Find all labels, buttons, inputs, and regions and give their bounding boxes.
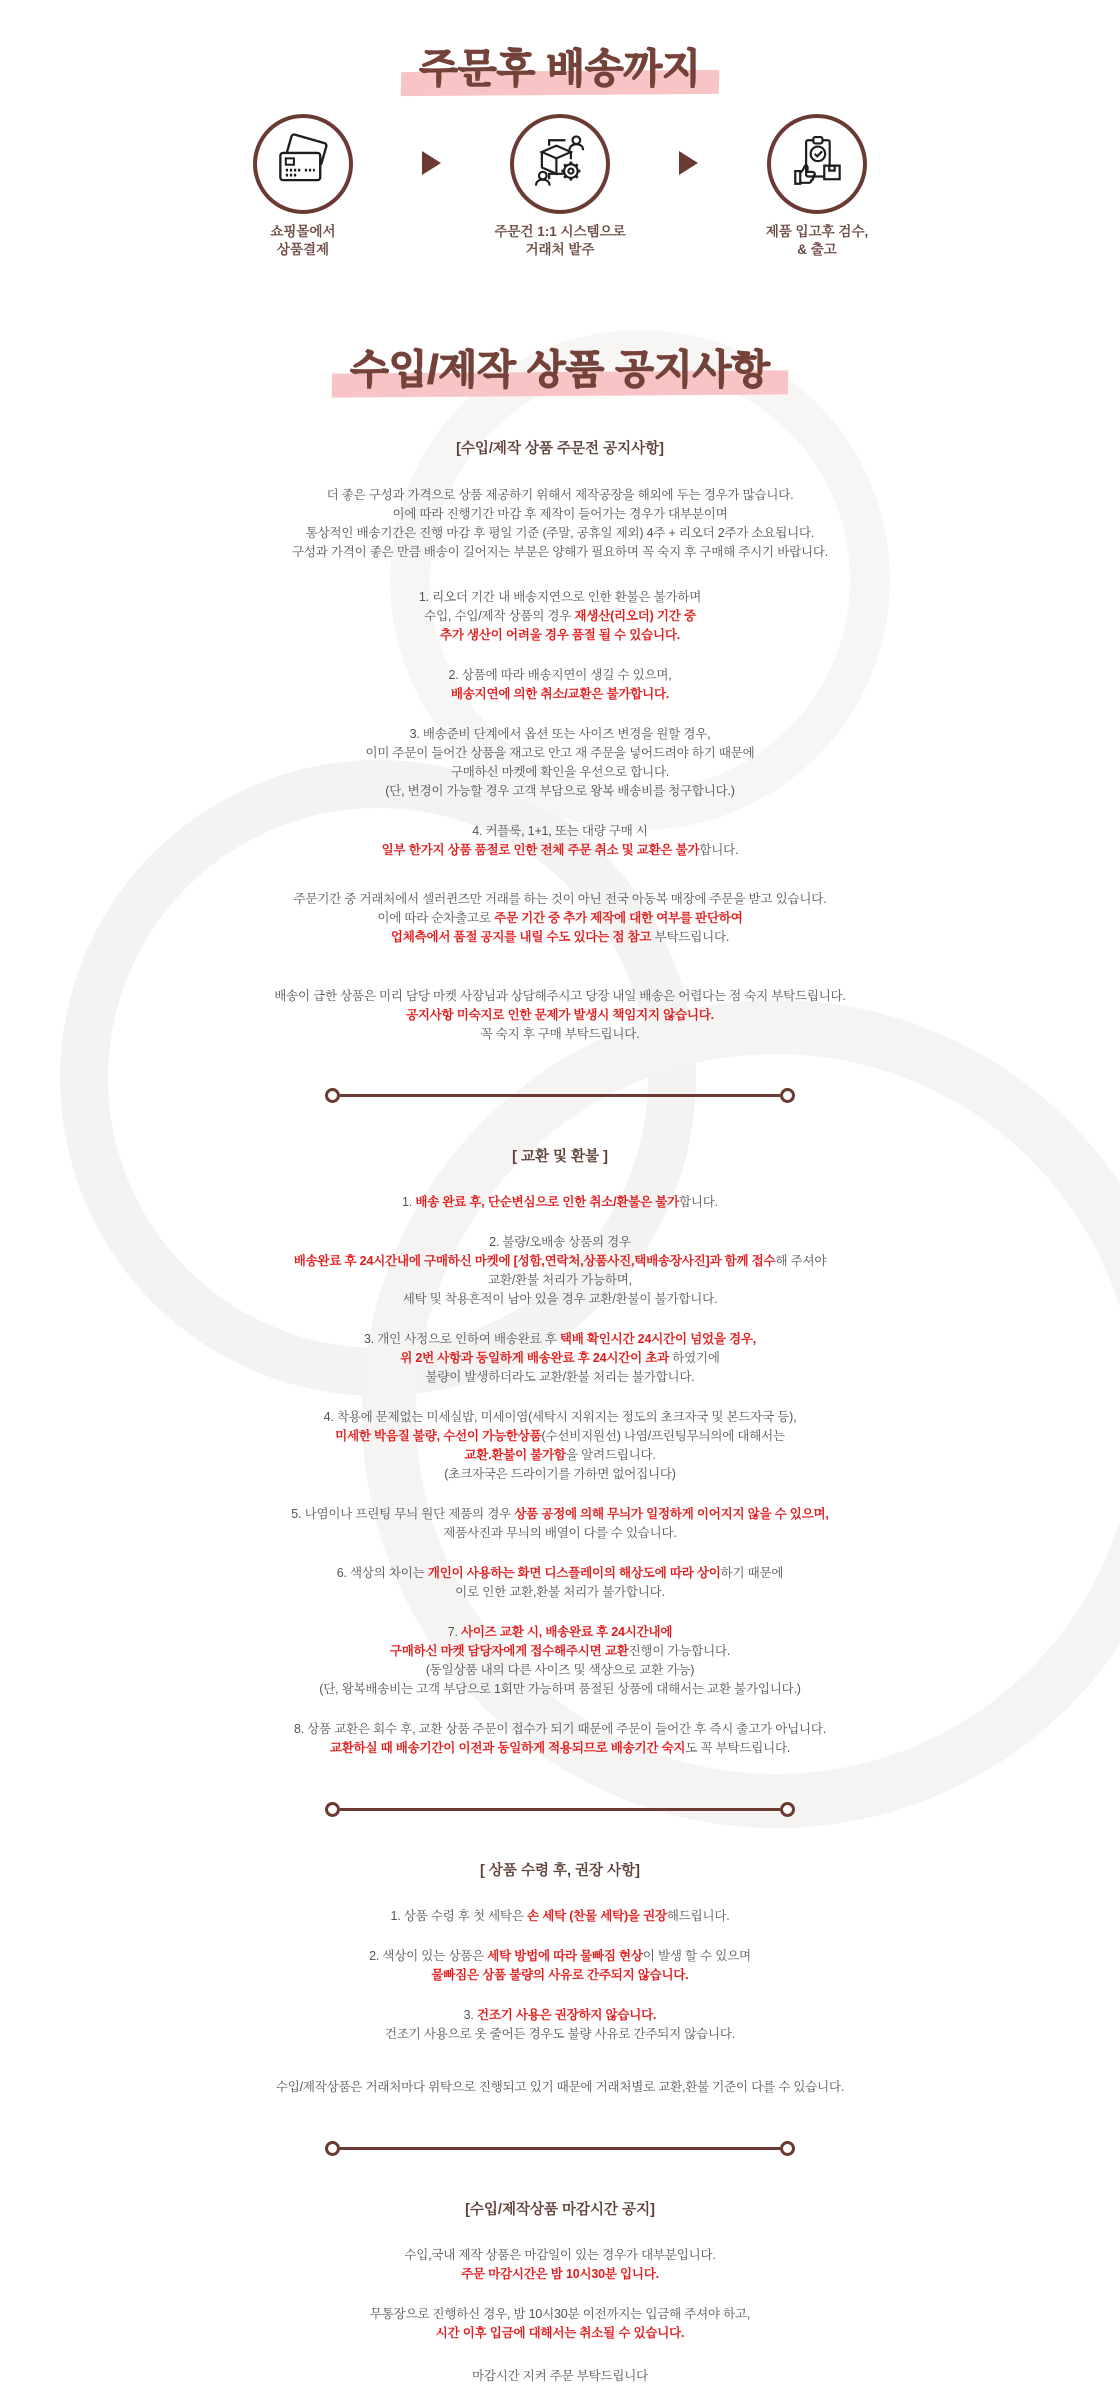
text-line	[228, 2246, 892, 2265]
text-line	[228, 543, 892, 562]
body-text: 4. 착용에 문제없는 미세실밥, 미세이염(세탁시 지워지는 정도의 초크자국 및 본드자국 등),	[323, 1410, 797, 1424]
section-heading: [수입/제작상품 마감시간 공지]	[465, 2202, 655, 2218]
emphasis-text: 구매하신 마켓 담당자에게 접수해주시면 교환	[389, 1644, 629, 1658]
body-text: 2. 상품에 따라 배송지연이 생길 수 있으며,	[448, 668, 672, 682]
page-title: 주문후 배송까지	[419, 47, 701, 91]
section-heading: [ 교환 및 환불 ]	[512, 1149, 608, 1165]
divider-dot	[780, 2141, 795, 2156]
emphasis-text: 주문 마감시간은 밤 10시30분 입니다.	[461, 2267, 659, 2281]
emphasis-text: 업체측에서 품절 공지를 내릴 수도 있다는 점 참고	[390, 930, 655, 944]
text-line	[228, 822, 892, 841]
text-line	[228, 1271, 892, 1290]
body-text: (단, 변경이 가능할 경우 고객 부담으로 왕복 배송비를 청구합니다.)	[385, 784, 735, 798]
text-line	[228, 890, 892, 909]
text-line	[228, 1446, 892, 1465]
emphasis-text: 공지사항 미숙지로 인한 문제가 발생시 책임지지 않습니다.	[406, 1008, 714, 1022]
text-line	[228, 588, 892, 607]
body-text: 1. 상품 수령 후 첫 세탁은	[390, 1909, 528, 1923]
emphasis-text: 시간 이후 입금에 대해서는 취소될 수 있습니다.	[435, 2326, 685, 2340]
text-line	[228, 1739, 892, 1758]
divider-dot	[325, 1802, 340, 1817]
paragraph	[228, 987, 892, 1044]
section-heading: [수입/제작 상품 주문전 공지사항]	[456, 441, 664, 457]
text-line	[228, 1193, 892, 1212]
step-caption-line: 쇼핑몰에서	[270, 224, 336, 239]
body-text: 2. 색상이 있는 상품은	[369, 1949, 488, 1963]
paragraph	[228, 1623, 892, 1699]
text-line	[228, 1661, 892, 1680]
paragraph	[228, 486, 892, 562]
text-line	[228, 1907, 892, 1926]
text-line	[228, 1720, 892, 1739]
step-caption-line: & 출고	[797, 242, 837, 257]
paragraph	[228, 2367, 892, 2386]
credit-card-icon	[274, 133, 332, 196]
body-text: 5. 나염이나 프린팅 무늬 원단 제품의 경우	[291, 1507, 515, 1521]
paragraph	[228, 725, 892, 801]
emphasis-text: 추가 생산이 어려울 경우 품절 될 수 있습니다.	[440, 628, 680, 642]
text-line	[228, 1505, 892, 1524]
text-line	[228, 987, 892, 1006]
paragraph	[228, 588, 892, 645]
text-line	[228, 2006, 892, 2025]
paragraph	[228, 2246, 892, 2284]
body-text: 6. 색상의 차이는	[336, 1566, 428, 1580]
step-caption-line: 상품결제	[276, 242, 330, 257]
process-steps	[210, 114, 910, 259]
body-text: 구성과 가격이 좋은 만큼 배송이 길어지는 부분은 양해가 필요하며 꼭 숙지 후 구매해 주시기 바랍니다.	[292, 545, 828, 559]
body-text: 수입, 수입/제작 상품의 경우	[424, 609, 575, 623]
body-text: 제품사진과 무늬의 배열이 다를 수 있습니다.	[443, 1526, 677, 1540]
text-line	[228, 2305, 892, 2324]
body-text: 2. 불량/오배송 상품의 경우	[489, 1235, 631, 1249]
body-text: 배송이 급한 상품은 미리 담당 마켓 사장님과 상담해주시고 당장 내일 배송은 어렵다는 점 숙지 부탁드립니다.	[274, 989, 846, 1003]
text-line	[228, 2025, 892, 2044]
body-text: (수선비지원선) 나염/프린팅무늬의에 대해서는	[541, 1429, 785, 1443]
paragraph	[228, 2006, 892, 2044]
shipping-notice-page	[210, 0, 910, 2383]
order-system-icon	[531, 133, 589, 196]
step-caption-line: 주문건 1:1 시스템으로	[494, 224, 626, 239]
body-text: 무통장으로 진행하신 경우, 밤 10시30분 이전까지는 입금해 주셔야 하고,	[369, 2307, 751, 2321]
text-line	[228, 725, 892, 744]
paragraph	[228, 822, 892, 860]
divider-dot	[325, 1088, 340, 1103]
paragraph	[228, 666, 892, 704]
text-line	[228, 1408, 892, 1427]
notice-title: 수입/제작 상품 공지사항	[350, 348, 770, 392]
text-line	[228, 1947, 892, 1966]
emphasis-text: 재생산(리오더) 기간 중	[574, 609, 696, 623]
text-line	[228, 505, 892, 524]
body-text: 부탁드립니다.	[654, 930, 730, 944]
body-text: 더 좋은 구성과 가격으로 상품 제공하기 위해서 제작공장을 해외에 두는 경우가 많습니다.	[326, 488, 794, 502]
body-text: 통상적인 배송기간은 진행 마감 후 평일 기준 (주말, 공휴일 제외) 4주 + 리오더 2주가 소요됩니다.	[305, 526, 815, 540]
body-text: (단, 왕복배송비는 고객 부담으로 1회만 가능하며 품절된 상품에 대해서는 교환 불가입니다.)	[319, 1682, 801, 1696]
text-line	[228, 1642, 892, 1661]
emphasis-text: 주문 기간 중 추가 제작에 대한 여부를 판단하여	[494, 911, 743, 925]
text-line	[228, 1368, 892, 1387]
emphasis-text: 택배 확인시간 24시간이 넘었을 경우,	[559, 1332, 757, 1346]
body-text: 3. 배송준비 단계에서 옵션 또는 사이즈 변경을 원할 경우,	[409, 727, 711, 741]
body-text: 3.	[463, 2008, 477, 2022]
paragraph	[228, 1233, 892, 1309]
body-text: 주문기간 중 거래처에서 셀러퀸즈만 거래를 하는 것이 아닌 전국 아동복 매장에 주문을 받고 있습니다.	[293, 892, 827, 906]
text-line	[228, 1465, 892, 1484]
body-text: 8. 상품 교환은 회수 후, 교환 상품 주문이 접수가 되기 때문에 주문이 들어간 후 즉시 출고가 아닙니다.	[293, 1722, 827, 1736]
paragraph	[228, 1947, 892, 1985]
text-line	[228, 1006, 892, 1025]
text-line	[228, 524, 892, 543]
body-text: 도 꼭 부탁드립니다.	[685, 1741, 791, 1755]
text-line	[228, 1233, 892, 1252]
text-line	[228, 1680, 892, 1699]
text-line	[228, 1583, 892, 1602]
text-line	[228, 1330, 892, 1349]
divider-dot	[780, 1802, 795, 1817]
emphasis-text: 사이즈 교환 시, 배송완료 후 24시간내에	[461, 1625, 673, 1639]
text-line	[228, 2078, 892, 2097]
text-line	[228, 1290, 892, 1309]
text-line	[228, 1524, 892, 1543]
text-line	[228, 782, 892, 801]
paragraph	[228, 1505, 892, 1543]
body-text: 7.	[447, 1625, 462, 1639]
body-text: 이에 따라 진행기간 마감 후 제작이 들어가는 경우가 대부분이며	[392, 507, 728, 521]
body-text: 구매하신 마켓에 확인을 우선으로 합니다.	[450, 765, 670, 779]
section-divider	[325, 1802, 795, 1817]
step-payment	[218, 114, 388, 259]
body-text: 교환/환불 처리가 가능하며,	[488, 1273, 632, 1287]
body-text: 을 알려드립니다.	[565, 1448, 656, 1462]
body-text: 1.	[402, 1195, 416, 1209]
text-line	[228, 685, 892, 704]
body-text: 세탁 및 착용흔적이 남아 있을 경우 교환/환불이 불가합니다.	[402, 1292, 718, 1306]
text-line	[228, 1623, 892, 1642]
step-circle	[767, 114, 867, 214]
emphasis-text: 물빠짐은 상품 불량의 사유로 간주되지 않습니다.	[431, 1968, 689, 1982]
text-line	[228, 486, 892, 505]
body-text: 이미 주문이 들어간 상품을 재고로 안고 재 주문을 넣어드려야 하기 때문에	[365, 746, 755, 760]
text-line	[228, 2324, 892, 2343]
emphasis-text: 미세한 박음질 불량, 수선이 가능한상품	[335, 1429, 542, 1443]
body-text: 3. 개인 사정으로 인하여 배송완료 후	[363, 1332, 560, 1346]
text-line	[228, 909, 892, 928]
text-line	[228, 841, 892, 860]
paragraph	[228, 890, 892, 947]
emphasis-text: 배송지연에 의한 취소/교환은 불가합니다.	[450, 687, 670, 701]
body-text: 수입,국내 제작 상품은 마감일이 있는 경우가 대부분입니다.	[404, 2248, 716, 2262]
text-line	[228, 2367, 892, 2386]
body-text: 합니다.	[679, 1195, 718, 1209]
body-text: 진행이 가능합니다.	[628, 1644, 731, 1658]
paragraph	[228, 1193, 892, 1212]
body-text: 4. 커플룩, 1+1, 또는 대량 구매 시	[472, 824, 648, 838]
notice-blocks	[210, 439, 910, 2386]
emphasis-text: 배송완료 후 24시간내에 구매하신 마켓에 [성함,연락처,상품사진,택배송장사진]과 함께 접수	[293, 1254, 776, 1268]
body-text: 하기 때문에	[720, 1566, 784, 1580]
body-text: 이로 인한 교환,환불 처리가 불가합니다.	[455, 1585, 665, 1599]
body-text: 합니다.	[699, 843, 739, 857]
body-text: 수입/제작상품은 거래처마다 위탁으로 진행되고 있기 때문에 거래처별로 교환,환불 기준이 다를 수 있습니다.	[275, 2080, 845, 2094]
section-divider	[325, 2141, 795, 2156]
text-line	[228, 1427, 892, 1446]
divider-line	[340, 1808, 780, 1811]
paragraph	[228, 1330, 892, 1387]
emphasis-text: 일부 한가지 상품 품절로 인한 전체 주문 취소 및 교환은 불가	[381, 843, 700, 857]
arrow-right-icon	[679, 151, 698, 175]
step-circle	[510, 114, 610, 214]
divider-line	[340, 2147, 780, 2150]
body-text: 해 주셔야	[775, 1254, 827, 1268]
step-caption-line: 거래처 발주	[525, 242, 595, 257]
emphasis-text: 건조기 사용은 권장하지 않습니다.	[476, 2008, 657, 2022]
arrow-right-icon	[422, 151, 441, 175]
body-text: 이에 따라 순차출고로	[377, 911, 495, 925]
text-line	[228, 2265, 892, 2284]
inspection-icon	[788, 133, 846, 196]
text-line	[228, 1252, 892, 1271]
emphasis-text: 상품 공정에 의해 무늬가 일정하게 이어지지 않을 수 있으며,	[514, 1507, 829, 1521]
paragraph	[228, 2305, 892, 2343]
text-line	[228, 626, 892, 645]
text-line	[228, 928, 892, 947]
divider-dot	[325, 2141, 340, 2156]
emphasis-text: 교환하실 때 배송기간이 이전과 동일하게 적용되므로 배송기간 숙지	[329, 1741, 686, 1755]
section-heading: [ 상품 수령 후, 권장 사항]	[480, 1863, 640, 1879]
paragraph	[228, 1564, 892, 1602]
body-text: 1. 리오더 기간 내 배송지연으로 인한 환불은 불가하며	[418, 590, 702, 604]
divider-line	[340, 1094, 780, 1097]
step-inspection	[732, 114, 902, 259]
body-text: (초크자국은 드라이기를 가하면 없어집니다)	[444, 1467, 676, 1481]
emphasis-text: 손 세탁 (찬물 세탁)을 권장	[527, 1909, 667, 1923]
body-text: 해드립니다.	[666, 1909, 730, 1923]
text-line	[228, 1349, 892, 1368]
section-divider	[325, 1088, 795, 1103]
paragraph	[228, 1720, 892, 1758]
step-circle	[253, 114, 353, 214]
paragraph	[228, 1408, 892, 1484]
divider-dot	[780, 1088, 795, 1103]
body-text: (동일상품 내의 다른 사이즈 및 색상으로 교환 가능)	[425, 1663, 695, 1677]
body-text: 꼭 숙지 후 구매 부탁드립니다.	[480, 1027, 640, 1041]
paragraph	[228, 2078, 892, 2097]
text-line	[228, 744, 892, 763]
emphasis-text: 개인이 사용하는 화면 디스플레이의 해상도에 따라 상이	[427, 1566, 721, 1580]
text-line	[228, 763, 892, 782]
paragraph	[228, 1907, 892, 1926]
body-text: 마감시간 지켜 주문 부탁드립니다	[471, 2369, 649, 2383]
text-line	[228, 607, 892, 626]
body-text: 불량이 발생하더라도 교환/환불 처리는 불가합니다.	[425, 1370, 695, 1384]
emphasis-text: 교환.환불이 불가함	[464, 1448, 566, 1462]
text-line	[228, 666, 892, 685]
text-line	[228, 1025, 892, 1044]
text-line	[228, 1966, 892, 1985]
body-text: 건조기 사용으로 옷 줄어든 경우도 불량 사유로 간주되지 않습니다.	[384, 2027, 736, 2041]
body-text: 하였기에	[669, 1351, 720, 1365]
emphasis-text: 배송 완료 후, 단순변심으로 인한 취소/환불은 불가	[415, 1195, 680, 1209]
step-caption-line: 제품 입고후 검수,	[765, 224, 869, 239]
text-line	[228, 1564, 892, 1583]
body-text: 이 발생 할 수 있으며	[642, 1949, 751, 1963]
emphasis-text: 세탁 방법에 따라 물빠짐 현상	[487, 1949, 643, 1963]
step-order-system	[475, 114, 645, 259]
emphasis-text: 위 2번 사항과 동일하게 배송완료 후 24시간이 초과	[400, 1351, 669, 1365]
